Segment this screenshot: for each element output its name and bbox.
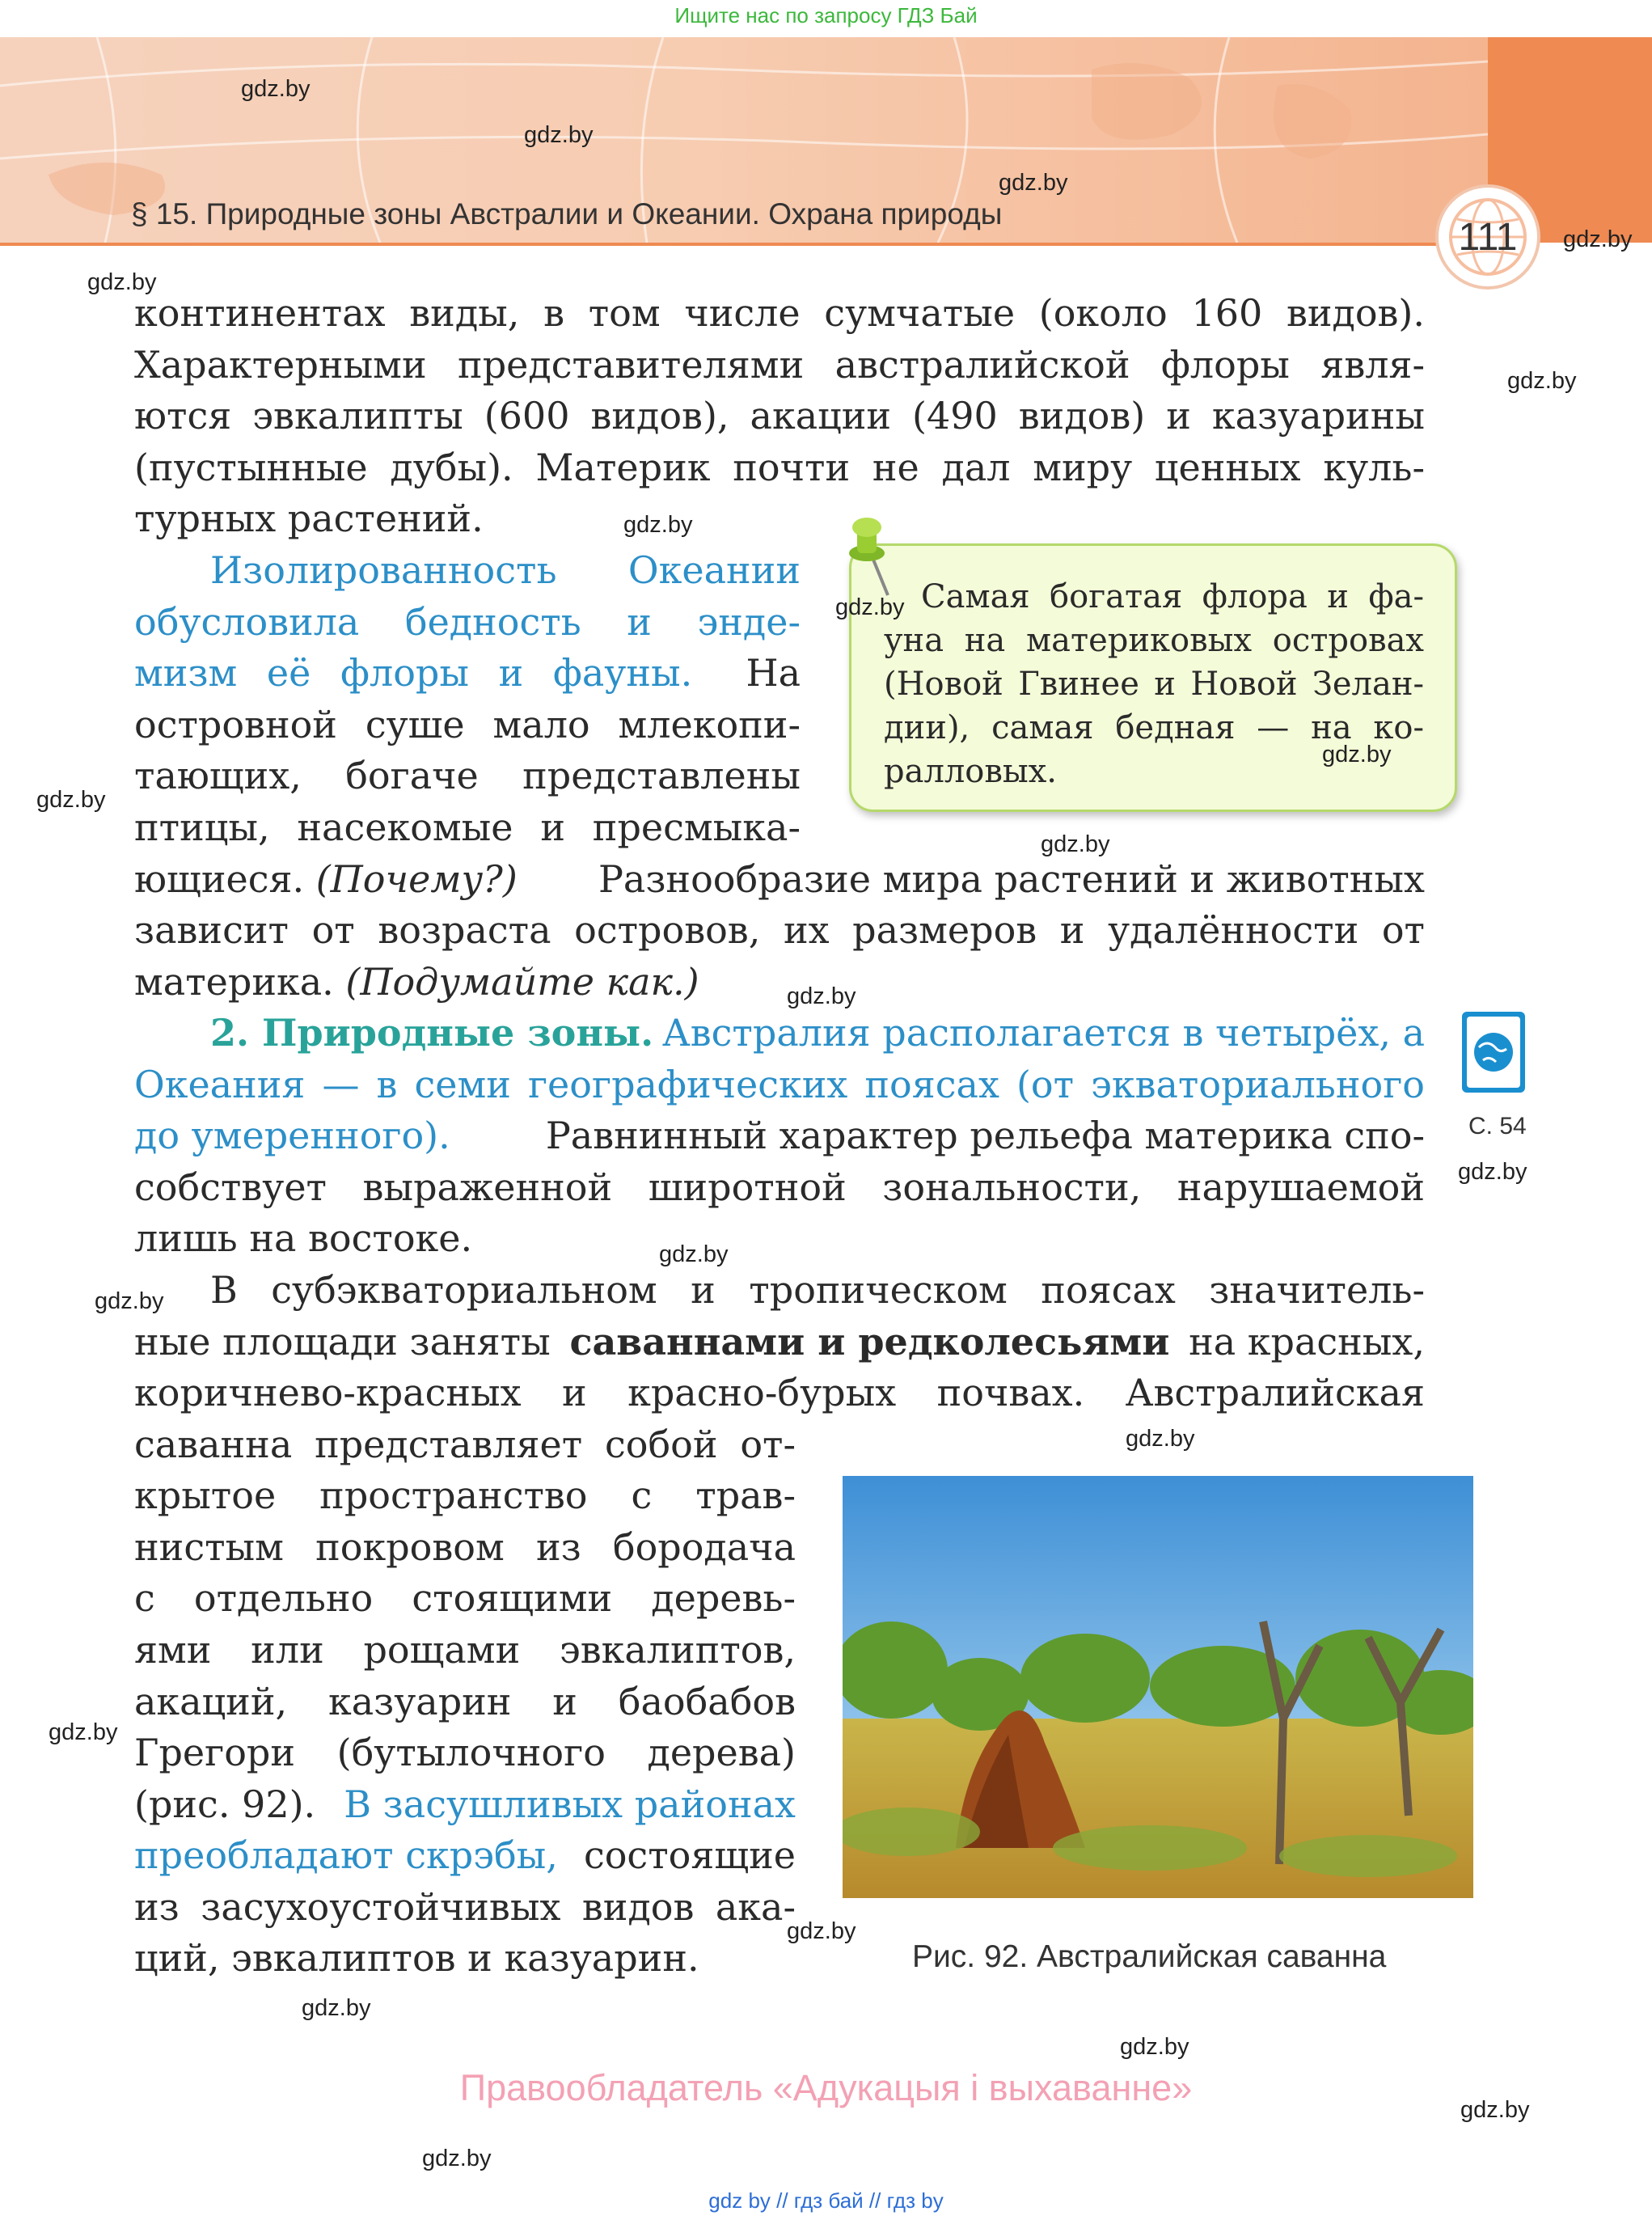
- callout-line: дии), самая бедная — на ко-: [884, 709, 1424, 746]
- watermark: gdz.by: [1563, 226, 1633, 252]
- atlas-page-ref: С. 54: [1468, 1113, 1527, 1139]
- callout-line: (Новой Гвинее и Новой Зелан-: [884, 666, 1424, 703]
- text-line: [210, 1008, 1425, 1059]
- watermark: gdz.by: [1041, 831, 1110, 857]
- callout-line: уна на материковых островах: [884, 622, 1424, 659]
- highlight-fragment: мизм её флоры и фауны.: [134, 651, 693, 695]
- text-line: коричнево-красных и красно-бурых почвах. Австралийская: [134, 1371, 1425, 1414]
- text-line: [134, 854, 1425, 906]
- text-line: зависит от возраста островов, их размеров и удалённости от: [134, 908, 1425, 952]
- highlight-line: Океания — в семи географических поясах (от экваториального: [134, 1063, 1425, 1106]
- text-line: саванна представляет собой от-: [134, 1423, 796, 1466]
- bottom-links[interactable]: gdz by // гдз бай // гдз by: [708, 2188, 944, 2213]
- text-fragment: Разнообразие мира растений и животных: [598, 857, 1425, 901]
- text-line: нистым покровом из бородача: [134, 1525, 796, 1569]
- watermark: gdz.by: [1322, 742, 1392, 767]
- page-number-badge: [1435, 184, 1540, 290]
- watermark: gdz.by: [422, 2146, 492, 2171]
- highlight-fragment: до умеренного).: [134, 1114, 450, 1157]
- info-callout: [849, 543, 1457, 812]
- watermark: gdz.by: [787, 983, 856, 1009]
- text-line: ями или рощами эвкалиптов,: [134, 1628, 796, 1672]
- callout-line: ралловых.: [884, 753, 1057, 790]
- watermark: gdz.by: [835, 594, 905, 620]
- highlight-line: обусловила бедность и энде-: [134, 600, 801, 644]
- page-number: 111: [1458, 215, 1518, 259]
- watermark: gdz.by: [623, 512, 693, 538]
- watermark: gdz.by: [1507, 368, 1577, 394]
- text-line: континентах виды, в том числе сумчатые (около 160 видов).: [134, 291, 1425, 335]
- watermark: gdz.by: [1460, 2097, 1530, 2123]
- text-line: Характерными представителями австралийской флоры явля-: [134, 343, 1425, 387]
- watermark: gdz.by: [999, 170, 1068, 196]
- text-line: ются эвкалипты (600 видов), акации (490 видов) и казуарины: [134, 394, 1425, 438]
- text-line: [134, 1110, 1425, 1162]
- text-line: В субэкваториальном и тропическом поясах значитель-: [210, 1268, 1425, 1312]
- watermark: gdz.by: [524, 122, 594, 148]
- text-line: собствует выраженной широтной зональности, нарушаемой: [134, 1165, 1425, 1209]
- text-fragment: Равнинный характер рельефа материка спо-: [545, 1114, 1425, 1157]
- figure-caption: Рис. 92. Австралийская саванна: [912, 1939, 1387, 1974]
- text-line: Грегори (бутылочного дерева): [134, 1731, 796, 1774]
- text-line: турных растений.: [134, 497, 484, 540]
- watermark: gdz.by: [659, 1241, 729, 1267]
- text-line: материка. (Подумайте как.): [134, 960, 699, 1004]
- copyright-line: Правообладатель «Адукацыя і выхаванне»: [459, 2067, 1193, 2108]
- text-line: ные площади заняты саваннами и редколесьями на красных,: [134, 1320, 1425, 1364]
- text-line: тающих, богаче представлены: [134, 754, 801, 797]
- text-line: (пустынные дубы). Материк почти не дал миру ценных куль-: [134, 446, 1425, 489]
- watermark: gdz.by: [302, 1995, 371, 2021]
- highlight-fragment: Австралия располагается в четырёх, а: [661, 1011, 1425, 1055]
- watermark: gdz.by: [49, 1719, 118, 1745]
- text-line: островной суше мало млекопи-: [134, 703, 801, 746]
- text-line: с отдельно стоящими деревь-: [134, 1576, 796, 1620]
- watermark: gdz.by: [95, 1288, 164, 1314]
- savanna-photo: [843, 1476, 1473, 1898]
- watermark: gdz.by: [1126, 1426, 1195, 1452]
- watermark: gdz.by: [787, 1918, 856, 1944]
- section-heading: 2. Природные зоны.: [210, 1011, 654, 1055]
- savanna-image: [843, 1476, 1473, 1898]
- text-line: ций, эвкалиптов и казуарин.: [134, 1936, 699, 1980]
- watermark: gdz.by: [241, 76, 311, 102]
- watermark: gdz.by: [36, 787, 106, 813]
- text-line: из засухоустойчивых видов ака-: [134, 1885, 796, 1929]
- text-line: лишь на востоке.: [134, 1216, 473, 1260]
- running-title: § 15. Природные зоны Австралии и Океании. Охрана природы: [131, 197, 1003, 230]
- text-line: (рис. 92). В засушливых районах: [134, 1782, 796, 1826]
- text-line: акаций, казуарин и баобабов: [134, 1680, 796, 1723]
- text-fragment: На: [746, 651, 801, 695]
- text-line: птицы, насекомые и пресмыка-: [134, 805, 801, 849]
- callout-line: Самая богатая флора и фа-: [921, 578, 1424, 615]
- pushpin-icon: [843, 511, 899, 600]
- text-line: [134, 648, 801, 700]
- watermark: gdz.by: [1458, 1159, 1527, 1185]
- top-search-note: Ищите нас по запросу ГДЗ Бай: [674, 3, 978, 27]
- atlas-globe-icon: [1459, 1007, 1530, 1096]
- text-fragment: ющиеся. (Почему?): [134, 857, 518, 901]
- watermark: gdz.by: [1120, 2034, 1189, 2060]
- text-line: преобладают скрэбы, состоящие: [134, 1833, 796, 1877]
- highlight-line: Изолированность Океании: [210, 548, 801, 592]
- text-line: крытое пространство с трав-: [134, 1474, 796, 1517]
- watermark: gdz.by: [87, 269, 157, 295]
